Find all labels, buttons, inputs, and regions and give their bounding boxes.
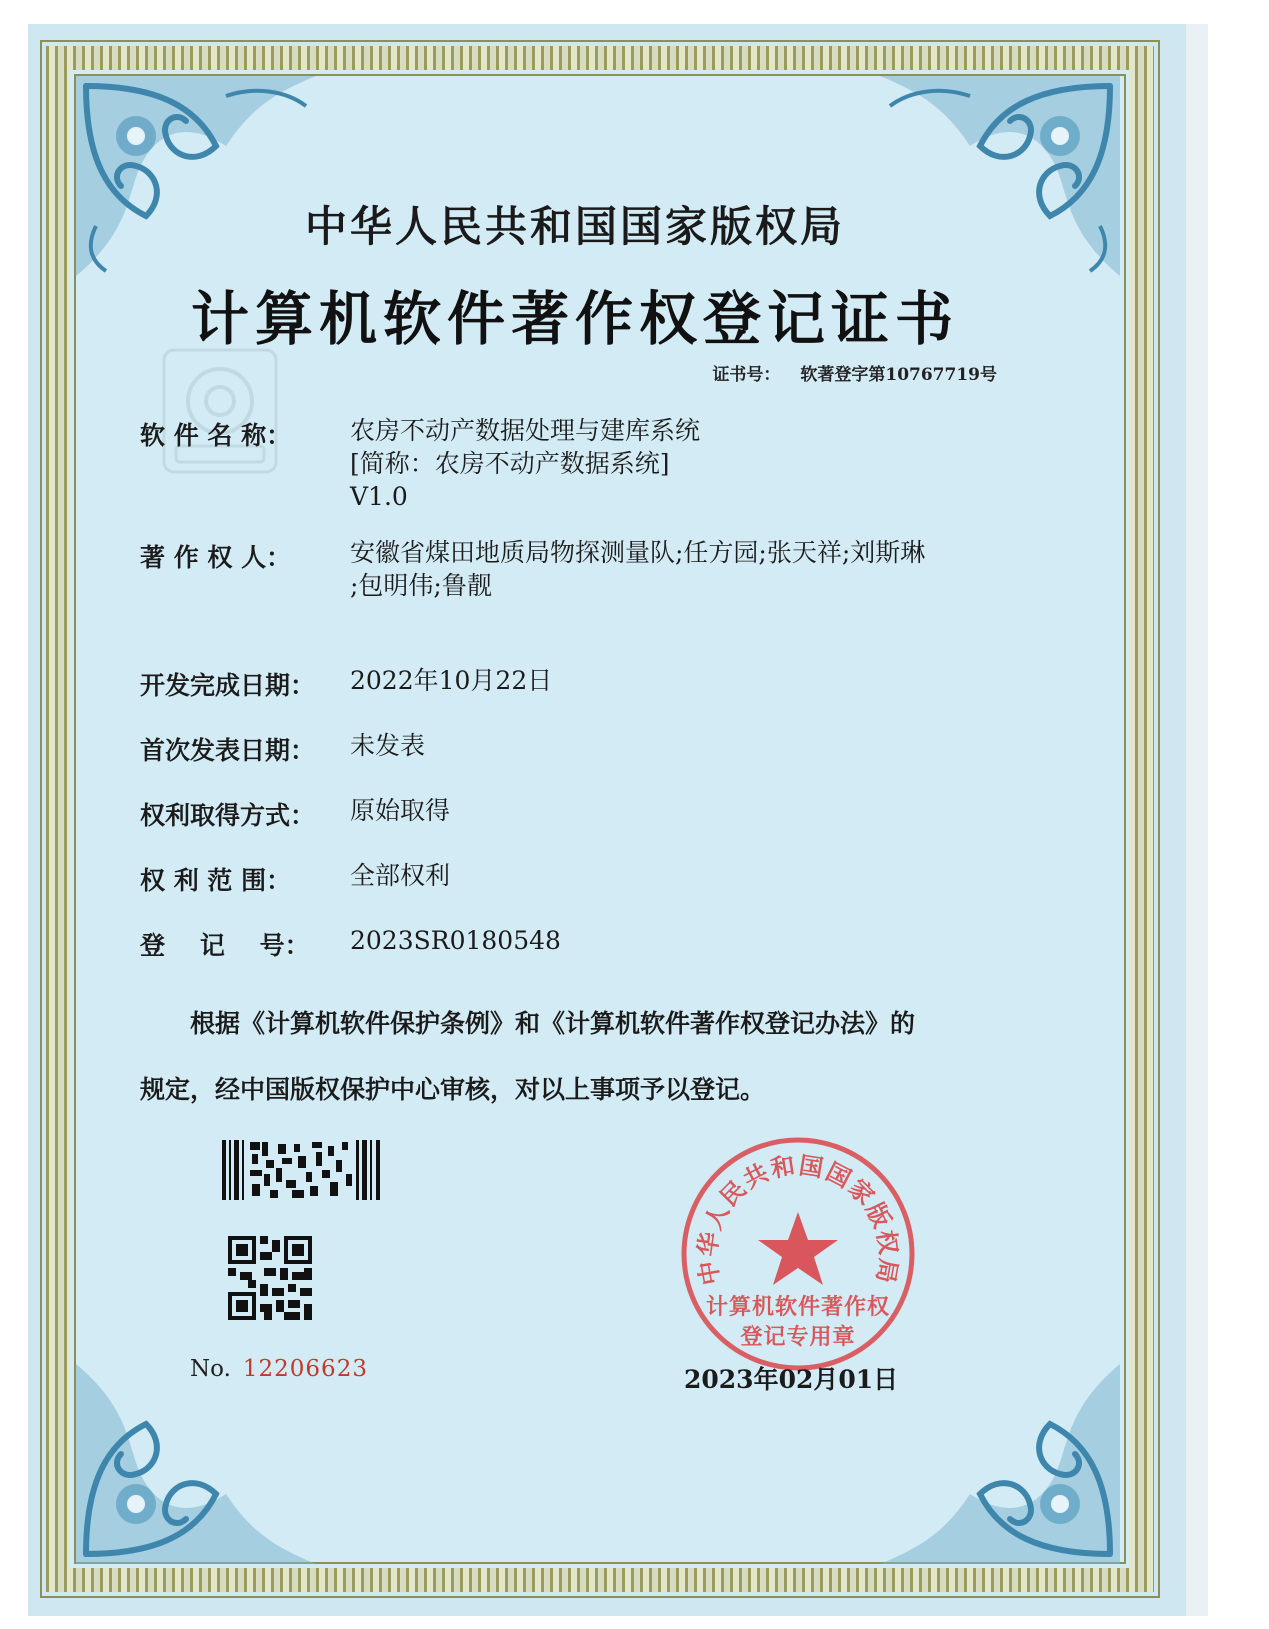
serial-number-value: 12206623 bbox=[242, 1356, 368, 1382]
software-version-line: V1.0 bbox=[350, 482, 408, 511]
completion-date-value: 2022年10月22日 bbox=[350, 666, 553, 695]
copyright-owner-line: 安徽省煤田地质局物探测量队;任方园;张天祥;刘斯琳 bbox=[350, 538, 926, 567]
registration-number-value: 2023SR0180548 bbox=[350, 926, 561, 955]
issuing-authority: 中华人民共和国国家版权局 bbox=[304, 202, 845, 251]
registration-number-label: 登 记 号： bbox=[140, 931, 310, 960]
seal-ring-text: 中华人民共和国国家版权局 bbox=[693, 1151, 903, 1288]
serial-number bbox=[190, 1356, 368, 1382]
security-watermark-emblem bbox=[160, 346, 280, 476]
acquisition-method-label: 权利取得方式： bbox=[140, 801, 316, 830]
software-name-line: 农房不动产数据处理与建库系统 bbox=[350, 416, 701, 445]
copyright-owner-value bbox=[350, 536, 925, 602]
first-publication-date-value: 未发表 bbox=[350, 731, 426, 760]
copyright-owner-line: ;包明伟;鲁靓 bbox=[350, 571, 492, 600]
rights-scope-label: 权 利 范 围： bbox=[140, 866, 292, 895]
serial-number-label: No. bbox=[190, 1356, 231, 1382]
corner-ornament-bottom-right bbox=[880, 1364, 1120, 1564]
completion-date-label: 开发完成日期： bbox=[140, 671, 316, 700]
corner-ornament-bottom-left bbox=[76, 1364, 316, 1564]
acquisition-method-value: 原始取得 bbox=[350, 796, 451, 825]
qr-code bbox=[228, 1236, 312, 1320]
certificate-number-value: 软著登字第10767719号 bbox=[800, 365, 997, 385]
seal-text-line-1: 计算机软件著作权 bbox=[705, 1294, 890, 1320]
certificate-title: 计算机软件著作权登记证书 bbox=[190, 285, 959, 353]
rights-scope-value: 全部权利 bbox=[350, 861, 451, 890]
first-publication-date-label: 首次发表日期： bbox=[140, 736, 316, 765]
copyright-owner-label: 著 作 权 人： bbox=[140, 543, 292, 572]
statement-line-2: 规定，经中国版权保护中心审核，对以上事项予以登记。 bbox=[140, 1075, 766, 1104]
barcode bbox=[222, 1140, 382, 1200]
seal-text-line-2: 登记专用章 bbox=[740, 1324, 856, 1350]
software-name-label: 软 件 名 称： bbox=[140, 421, 292, 450]
software-name-value bbox=[350, 414, 700, 513]
certificate-number bbox=[712, 360, 997, 385]
issue-date: 2023年02月01日 bbox=[684, 1365, 899, 1394]
scan-edge bbox=[1186, 24, 1208, 1616]
software-short-name-line: [简称：农房不动产数据系统] bbox=[350, 449, 670, 478]
certificate-number-label: 证书号： bbox=[712, 365, 781, 385]
statement-line-1: 根据《计算机软件保护条例》和《计算机软件著作权登记办法》的 bbox=[190, 1009, 916, 1038]
